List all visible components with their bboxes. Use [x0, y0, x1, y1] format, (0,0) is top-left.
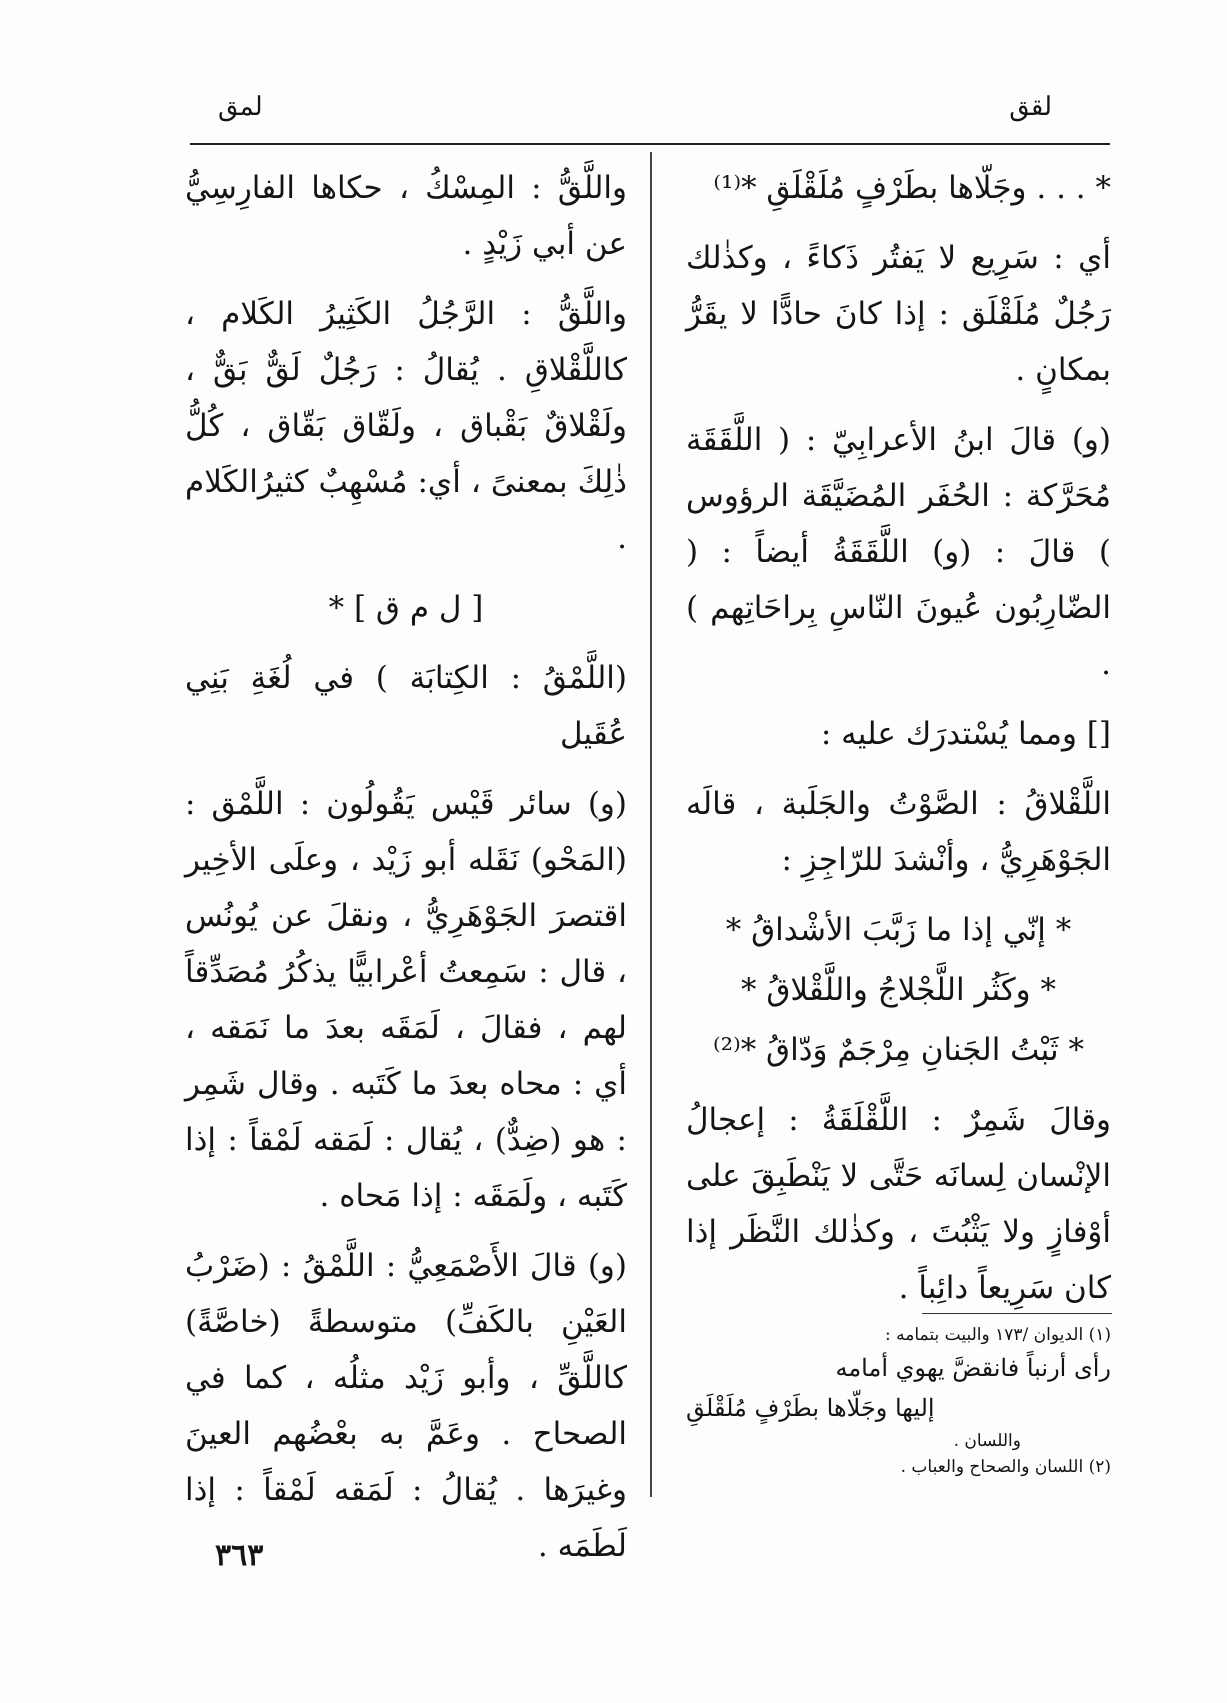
paragraph: واللَّقُّ : المِسْكُ ، حكاها الفارِسِيُّ عن أبي زَيْدٍ . [185, 170, 627, 262]
addendum-heading: [] ومما يُسْتدرَك عليه : [820, 716, 1111, 752]
footnote-1-tail: واللسان . [953, 1431, 1021, 1451]
paragraph: (و) سائر قَيْس يَقُولُون : اللَّمْق : (المَحْو) نَقَله أبو زَيْد ، وعلَى الأخِير اقتصرَ الجَوْهَرِيُّ ، ونقلَ عن يُونُس ، قال : سَمِعتُ أعْرابيًّا يذكُرُ مُصَدِّقاً لهم ، فقالَ ، لَمَقَه بعدَ ما نَمَقه ، أي : محاه بعدَ ما كَتَبه . وقال شَمِر : هو (ضِدٌّ) ، يُقال : لَمَقه لَمْقاً : إذا كَتَبه ، ولَمَقَه : إذا مَحاه . [185, 786, 627, 1214]
paragraph: (و) قالَ ابنُ الأعرابِيّ : ( اللَّقَقَة مُحَرَّكة : الحُفَر المُضَيَّقَة الرؤوس ) قالَ : (و) اللَّقَقَةُ أيضاً : ( الضّارِبُون عُيونَ النّاسِ بِراحَاتِهم ) . [686, 422, 1111, 682]
footnote-verse: إليها وجَلّاها بطَرْفٍ مُلَقْلَقِ [686, 1394, 935, 1422]
paragraph: (و) قالَ الأَصْمَعِيُّ : اللَّمْقُ : (ضَرْبُ العَيْنِ بالكَفِّ) متوسطةً (خاصَّةً) كاللَّقِّ ، وأبو زَيْد مثلُه ، كما في الصحاح . وعَمَّ به بعْضُهم العينَ وغيرَها . يُقالُ : لَمَقه لَمْقاً : إذا لَطَمَه . [185, 1248, 627, 1564]
verse-line: * ثَبْتُ الجَنانِ مِرْجَمٌ وَدّاقُ *⁽²⁾ [713, 1032, 1084, 1068]
verse-line: * وكَثُر اللَّجْلاجُ واللَّقْلاقُ * [741, 972, 1056, 1008]
page-number: ٣٦٣ [215, 1538, 264, 1573]
footnote-verse: رأى أرنباً فانقضَّ يهوي أمامه [835, 1354, 1111, 1382]
verse-line: * إنّي إذا ما زَبَّبَ الأشْداقُ * [725, 912, 1072, 948]
paragraph: (اللَّمْقُ : الكِتابَة ) في لُغَةِ بَنِي عُقَيل [185, 660, 627, 752]
running-head-right: لقق [1009, 92, 1052, 122]
right-column [686, 160, 1111, 1330]
left-column [185, 160, 627, 1588]
paragraph: اللَّقْلاقُ : الصَّوْتُ والجَلَبة ، قالَه الجَوْهَرِيُّ ، وأنْشدَ للرّاجِزِ : [686, 786, 1111, 878]
paragraph: أي : سَرِيع لا يَفتُر ذَكاءً ، وكذٰلك رَجُلٌ مُلَقْلَق : إذا كانَ حادًّا لا يقَرُّ بمكانٍ . [686, 240, 1111, 388]
running-head-left: لمق [218, 92, 263, 122]
column-divider [650, 152, 652, 1497]
verse-fragment: * . . . وجَلّاها بطَرْفٍ مُلَقْلَقِ *⁽¹⁾ [713, 170, 1111, 206]
paragraph: وقالَ شَمِرٌ : اللَّقْلَقَةُ : إعجالُ الإنْسان لِسانَه حَتَّى لا يَنْطَبِقَ على أوْفازٍ ولا يَثْبُتَ ، وكذٰلك النَّظَر إذا كان سَرِيعاً دائِباً . [686, 1102, 1111, 1306]
entry-heading: [ ل م ق ] * [328, 590, 484, 626]
footnotes [686, 1322, 1111, 1480]
header-rule [190, 143, 1110, 145]
footnote-1: (١) الديوان /١٧٣ والبيت بتمامه : [885, 1325, 1111, 1345]
footnote-2: (٢) اللسان والصحاح والعباب . [900, 1457, 1111, 1477]
footnote-rule [922, 1313, 1112, 1314]
paragraph: واللَّقُّ : الرَّجُلُ الكَثِيرُ الكَلام ، كاللَّقْلاقِ . يُقالُ : رَجُلٌ لَقٌّ بَقٌّ ، ولَقْلاقٌ بَقْباق ، ولَقّاق بَقّاق ، كُلُّ ذٰلِكَ بمعنىً ، أي: مُسْهِبٌ كثيرُالكَلام . [185, 296, 627, 556]
